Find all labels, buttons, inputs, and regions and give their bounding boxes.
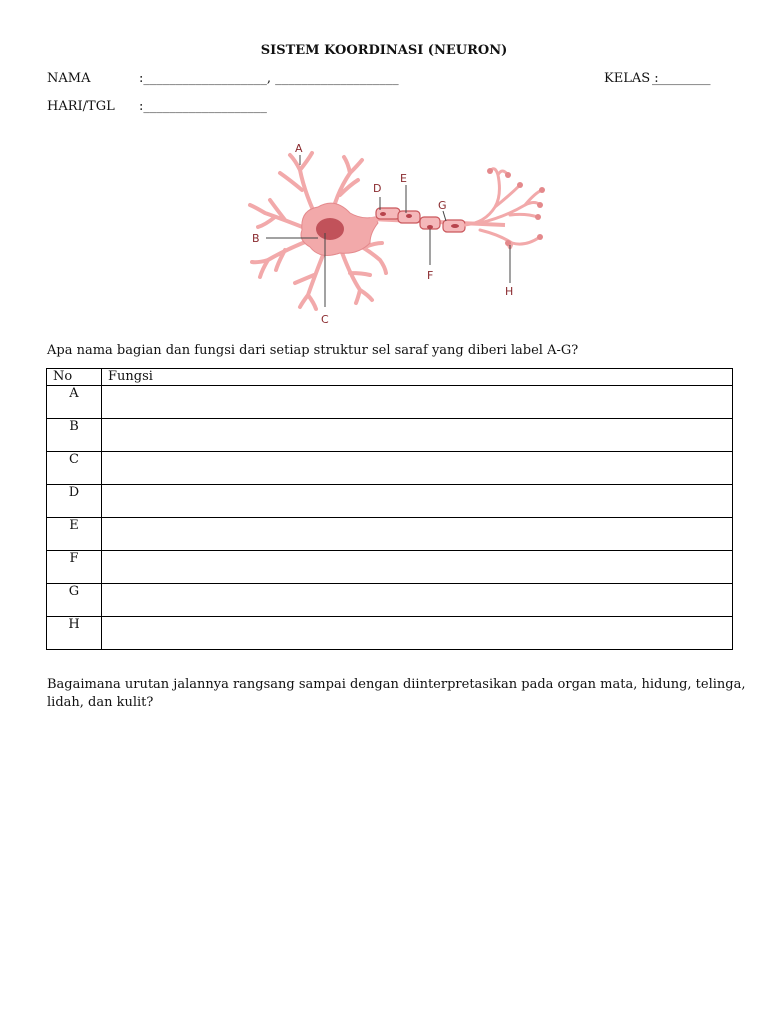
table-row [47, 551, 733, 584]
label-d: D [373, 182, 382, 195]
label-b: B [252, 232, 260, 245]
answer-table [46, 368, 733, 650]
answer-cell[interactable] [102, 617, 733, 650]
answer-cell[interactable] [102, 518, 733, 551]
nucleus [316, 218, 344, 240]
table-header-row [47, 369, 733, 386]
answer-cell[interactable] [102, 551, 733, 584]
row-label: B [47, 419, 102, 452]
row-label: A [47, 386, 102, 419]
table-row [47, 617, 733, 650]
table-row [47, 452, 733, 485]
hari-tgl-field[interactable]: :___________________ [139, 99, 267, 114]
answer-cell[interactable] [102, 386, 733, 419]
question-1: Apa nama bagian dan fungsi dari setiap struktur sel saraf yang diberi label A-G? [47, 343, 579, 358]
label-f: F [427, 269, 434, 282]
hari-tgl-label: HARI/TGL [47, 99, 115, 114]
answer-cell[interactable] [102, 485, 733, 518]
table-row [47, 386, 733, 419]
label-g: G [438, 199, 447, 212]
row-label: G [47, 584, 102, 617]
table-row [47, 485, 733, 518]
neuron-diagram [240, 135, 560, 330]
axon-terminals [465, 169, 542, 248]
page-title: SISTEM KOORDINASI (NEURON) [260, 43, 508, 58]
label-e: E [400, 172, 407, 185]
answer-cell[interactable] [102, 584, 733, 617]
table-row [47, 419, 733, 452]
label-a: A [295, 142, 303, 155]
row-label: F [47, 551, 102, 584]
table-row [47, 584, 733, 617]
answer-cell[interactable] [102, 452, 733, 485]
nama-field[interactable]: :___________________, ___________________ [139, 71, 399, 86]
nama-label: NAMA [47, 71, 91, 86]
header-no: No [47, 369, 102, 386]
table-row [47, 518, 733, 551]
header-fungsi: Fungsi [102, 369, 733, 386]
label-c: C [321, 313, 329, 326]
kelas-field[interactable]: _________ [652, 71, 711, 86]
row-label: E [47, 518, 102, 551]
row-label: C [47, 452, 102, 485]
kelas-label: KELAS : [604, 71, 659, 86]
label-h: H [505, 285, 514, 298]
row-label: D [47, 485, 102, 518]
row-label: H [47, 617, 102, 650]
question-2: Bagaimana urutan jalannya rangsang sampai dengan diinterpretasikan pada organ mata, hidung, telinga, lidah, dan kulit? [47, 677, 746, 710]
answer-cell[interactable] [102, 419, 733, 452]
